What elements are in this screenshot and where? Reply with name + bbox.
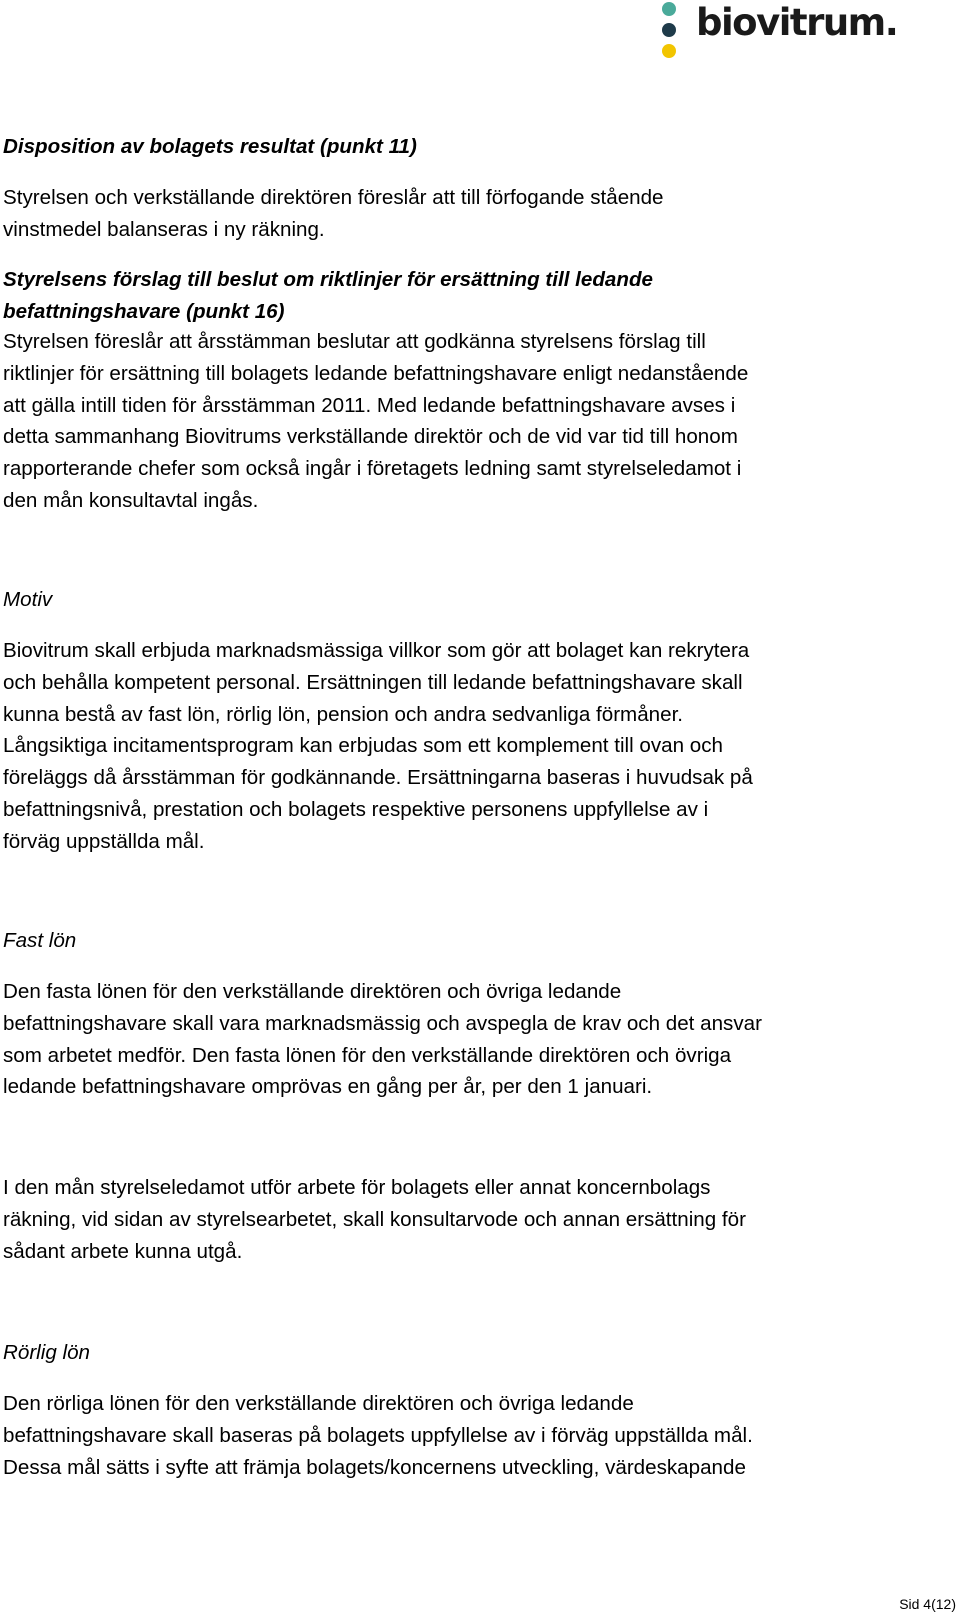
paragraph-line: att gälla intill tiden för årsstämman 2011. Med ledande befattningshavare avses i <box>3 393 736 417</box>
paragraph-line: Biovitrum skall erbjuda marknadsmässiga villkor som gör att bolaget kan rekrytera <box>3 639 750 662</box>
heading-line: befattningshavare (punkt 16) <box>3 299 285 323</box>
heading-motiv <box>3 584 903 616</box>
paragraph-disposition <box>3 182 903 246</box>
paragraph-line: befattningshavare skall baseras på bolagets uppfyllelse av i förväg uppställda mål. <box>3 1423 753 1447</box>
paragraph-line: befattningshavare skall vara marknadsmässig och avspegla de krav och det ansvar <box>3 1011 762 1035</box>
heading-line: Styrelsens förslag till beslut om riktlinjer för ersättning till ledande <box>3 268 653 291</box>
paragraph-line: riktlinjer för ersättning till bolagets ledande befattningshavare enligt nedanstående <box>3 361 749 385</box>
heading-riktlinjer <box>3 264 903 328</box>
logo-text: biovitrum. <box>696 1 898 44</box>
paragraph-styrelseledamot <box>3 1172 903 1267</box>
paragraph-line: rapporterande chefer som också ingår i företagets ledning samt styrelseledamot i <box>3 457 742 481</box>
paragraph-line: Den fasta lönen för den verkställande direktören och övriga ledande <box>3 980 622 1003</box>
paragraph-line: befattningsnivå, prestation och bolagets respektive personens uppfyllelse av i <box>3 797 709 821</box>
paragraph-line: föreläggs då årsstämman för godkännande. Ersättningarna baseras i huvudsak på <box>3 766 753 790</box>
paragraph-line: vinstmedel balanseras i ny räkning. <box>3 217 325 241</box>
paragraph-line: sådant arbete kunna utgå. <box>3 1239 243 1263</box>
paragraph-line: Dessa mål sätts i syfte att främja bolagets/koncernens utveckling, värdeskapande <box>3 1455 746 1479</box>
heading-text: Disposition av bolagets resultat (punkt 11) <box>3 135 417 158</box>
paragraph-line: som arbetet medför. Den fasta lönen för den verkställande direktören och övriga <box>3 1043 732 1067</box>
heading-text: Fast lön <box>3 929 77 952</box>
company-logo <box>656 0 896 62</box>
heading-fast-lon <box>3 925 903 957</box>
paragraph-line: Styrelsen föreslår att årsstämman beslutar att godkänna styrelsens förslag till <box>3 330 706 353</box>
paragraph-line: Den rörliga lönen för den verkställande direktören och övriga ledande <box>3 1392 634 1415</box>
logo-dot-middle <box>662 23 676 37</box>
heading-text: Motiv <box>3 588 53 611</box>
heading-rorlig-lon <box>3 1337 903 1369</box>
heading-disposition <box>3 131 903 163</box>
logo-dot-bottom <box>662 44 676 58</box>
paragraph-line: Styrelsen och verkställande direktören föreslår att till förfogande stående <box>3 186 664 209</box>
paragraph-rorlig-lon <box>3 1388 903 1483</box>
paragraph-line: Långsiktiga incitamentsprogram kan erbjudas som ett komplement till ovan och <box>3 734 723 758</box>
paragraph-line: I den mån styrelseledamot utför arbete för bolagets eller annat koncernbolags <box>3 1176 711 1199</box>
paragraph-line: och behålla kompetent personal. Ersättningen till ledande befattningshavare skall <box>3 670 743 694</box>
heading-text: Rörlig lön <box>3 1341 90 1364</box>
paragraph-fast-lon <box>3 976 903 1103</box>
paragraph-riktlinjer <box>3 326 903 517</box>
logo-dot-top <box>662 2 676 16</box>
paragraph-line: den mån konsultavtal ingås. <box>3 488 259 512</box>
logo-dots <box>662 2 682 60</box>
paragraph-line: förväg uppställda mål. <box>3 829 205 853</box>
paragraph-line: kunna bestå av fast lön, rörlig lön, pension och andra sedvanliga förmåner. <box>3 702 684 726</box>
paragraph-line: räkning, vid sidan av styrelsearbetet, skall konsultarvode och annan ersättning för <box>3 1207 746 1231</box>
page-number: Sid 4(12) <box>899 1596 956 1612</box>
paragraph-line: detta sammanhang Biovitrums verkställande direktör och de vid var tid till honom <box>3 425 738 449</box>
paragraph-line: ledande befattningshavare omprövas en gång per år, per den 1 januari. <box>3 1075 653 1099</box>
paragraph-motiv <box>3 635 903 858</box>
